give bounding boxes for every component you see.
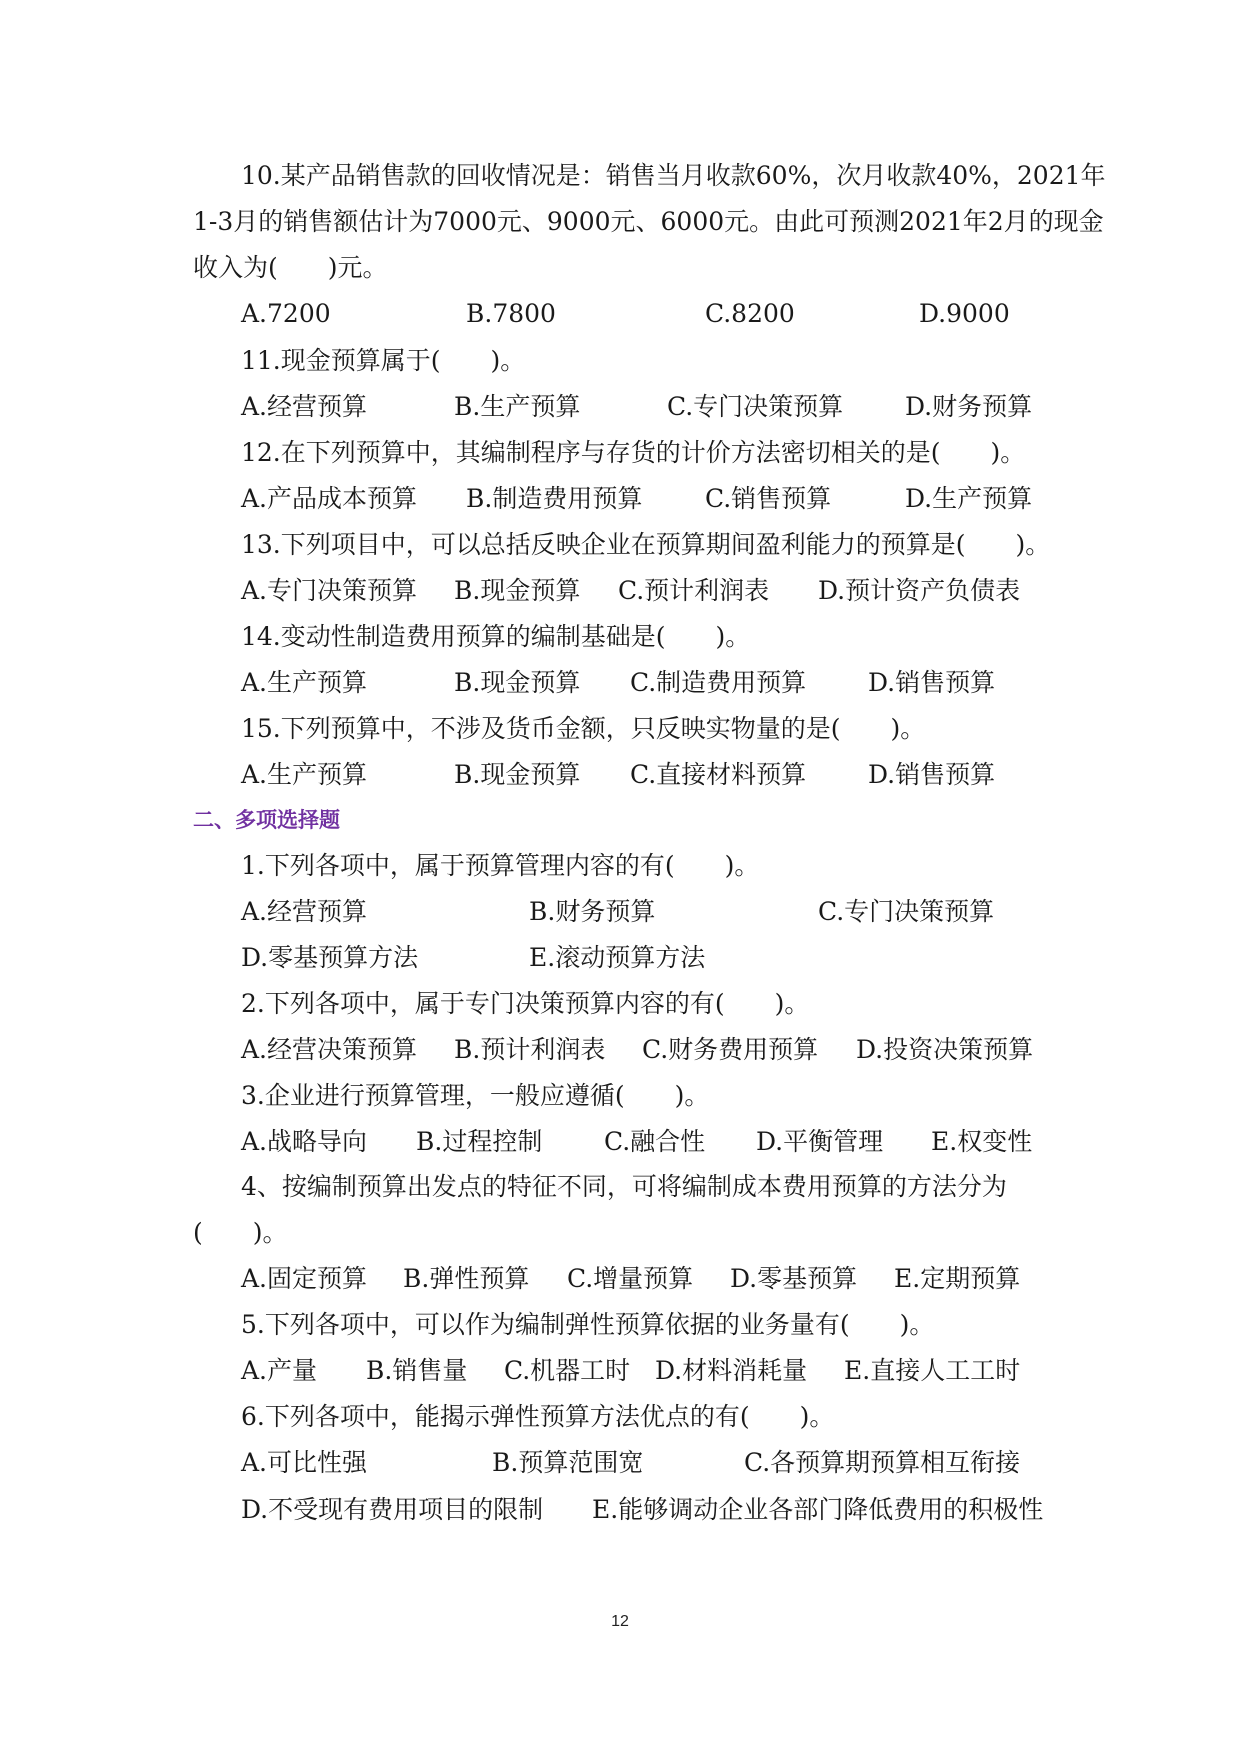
option: B.现金预算 [454,760,581,789]
question-text: 13.下列项目中，可以总括反映企业在预算期间盈利能力的预算是( )。 [241,530,1051,559]
option: B.预算范围宽 [492,1448,644,1477]
option: A.生产预算 [241,668,368,697]
option: D.财务预算 [905,392,1033,421]
option: B.过程控制 [416,1127,543,1156]
option: C.8200 [705,299,795,328]
option: A.经营决策预算 [241,1035,418,1064]
question-text: 收入为( )元。 [193,253,388,282]
option: B.弹性预算 [403,1264,530,1293]
option: C.融合性 [604,1127,706,1156]
option: A.生产预算 [241,760,368,789]
option: C.各预算期预算相互衔接 [744,1448,1021,1477]
option: D.零基预算方法 [241,943,419,972]
option: E.定期预算 [894,1264,1021,1293]
option: B.7800 [466,299,556,328]
option: A.战略导向 [241,1127,368,1156]
option: E.直接人工工时 [844,1356,1021,1385]
option: D.平衡管理 [756,1127,884,1156]
option: B.现金预算 [454,668,581,697]
option: C.专门决策预算 [818,897,995,926]
option: D.销售预算 [868,668,996,697]
option: E.滚动预算方法 [529,943,706,972]
option: D.不受现有费用项目的限制 [241,1495,544,1524]
option: A.经营预算 [241,897,368,926]
option: E.能够调动企业各部门降低费用的积极性 [592,1495,1044,1524]
option: C.直接材料预算 [630,760,807,789]
question-text: 4、按编制预算出发点的特征不同，可将编制成本费用预算的方法分为 [241,1172,1007,1201]
question-text: 2.下列各项中，属于专门决策预算内容的有( )。 [241,989,810,1018]
option: C.财务费用预算 [642,1035,819,1064]
question-text: 3.企业进行预算管理，一般应遵循( )。 [241,1081,710,1110]
option: A.经营预算 [241,392,368,421]
page-number: 12 [611,1613,629,1630]
question-text: 5.下列各项中，可以作为编制弹性预算依据的业务量有( )。 [241,1310,935,1339]
option: A.可比性强 [241,1448,368,1477]
option: B.制造费用预算 [466,484,643,513]
option: C.增量预算 [567,1264,694,1293]
question-text: 11.现金预算属于( )。 [241,346,526,375]
option: D.投资决策预算 [856,1035,1034,1064]
question-text: 1.下列各项中，属于预算管理内容的有( )。 [241,851,760,880]
option: A.专门决策预算 [241,576,418,605]
option: A.7200 [241,299,331,328]
option: D.销售预算 [868,760,996,789]
question-text: 1-3月的销售额估计为7000元、9000元、6000元。由此可预测2021年2月的现金 [193,207,1104,236]
option: B.预计利润表 [454,1035,606,1064]
option: C.销售预算 [705,484,832,513]
question-text: 12.在下列预算中，其编制程序与存货的计价方法密切相关的是( )。 [241,438,1026,467]
option: D.材料消耗量 [655,1356,808,1385]
option: B.现金预算 [454,576,581,605]
option: C.预计利润表 [618,576,770,605]
question-text: 10.某产品销售款的回收情况是：销售当月收款60%，次月收款40%，2021年 [241,161,1106,190]
section-heading: 二、多项选择题 [193,809,340,832]
option: B.生产预算 [454,392,581,421]
option: C.机器工时 [504,1356,631,1385]
option: D.零基预算 [730,1264,858,1293]
option: D.生产预算 [905,484,1033,513]
option: B.财务预算 [529,897,656,926]
option: B.销售量 [366,1356,468,1385]
option: D.预计资产负债表 [818,576,1021,605]
question-text: ( )。 [193,1218,288,1247]
option: E.权变性 [931,1127,1033,1156]
question-text: 6.下列各项中，能揭示弹性预算方法优点的有( )。 [241,1402,835,1431]
option: A.产品成本预算 [241,484,418,513]
question-text: 15.下列预算中，不涉及货币金额，只反映实物量的是( )。 [241,714,926,743]
option: A.产量 [241,1356,318,1385]
option: D.9000 [919,299,1010,328]
question-text: 14.变动性制造费用预算的编制基础是( )。 [241,622,751,651]
option: A.固定预算 [241,1264,368,1293]
option: C.制造费用预算 [630,668,807,697]
option: C.专门决策预算 [667,392,844,421]
